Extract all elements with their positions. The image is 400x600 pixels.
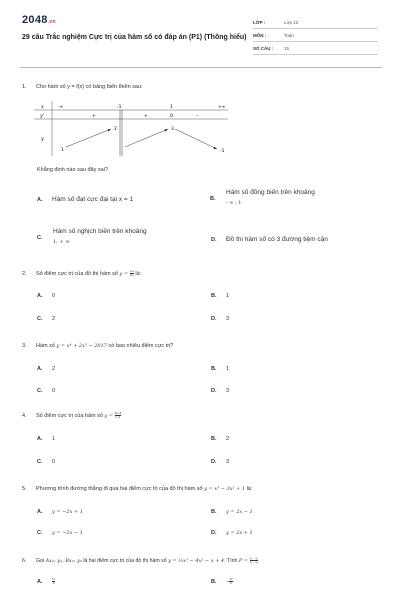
question-2 — [22, 270, 141, 277]
option-letter: A. — [37, 366, 43, 372]
option-letter: B. — [211, 436, 217, 442]
logo-suffix: .vn — [47, 19, 56, 25]
fraction — [115, 412, 122, 419]
question-number: 1. — [22, 84, 27, 90]
question-formula: y = ⅓x³ − 4x² − x + 4. — [168, 557, 226, 564]
table-arrow-up — [66, 129, 111, 147]
option-text: Hàm số đạt cực đại tại x = 1 — [52, 196, 134, 203]
document-title: 29 câu Trắc nghiệm Cực trị của hàm số có đáp án (P1) (Thông hiểu) — [22, 34, 247, 41]
meta-count-key: SỐ CÂU : — [253, 46, 274, 51]
option-letter: B. — [211, 578, 217, 585]
meta-class-value: Lớp 12 — [284, 20, 299, 25]
question-p: P = — [238, 557, 250, 564]
option-text: 0 — [52, 388, 56, 394]
option-text: Đồ thị hàm số có 3 đường tiệm cận — [226, 236, 328, 243]
question-1 — [22, 84, 143, 90]
meta-divider — [253, 41, 378, 42]
table-x-value: +∞ — [218, 105, 226, 110]
option-letter: A. — [37, 578, 43, 585]
option-letter: C. — [37, 316, 43, 322]
meta-count-value: 15 — [284, 46, 290, 51]
option-text: 3 — [226, 388, 230, 394]
option-letter: D. — [211, 388, 217, 394]
table-yprime-sign: 0 — [170, 114, 173, 119]
option-letter: A. — [37, 509, 43, 515]
option-letter: A. — [37, 197, 43, 203]
option-text: y = −2x − 1 — [52, 530, 83, 536]
option-text: Hàm số đồng biến trên khoảng — [226, 189, 315, 196]
option-text: y = 2x − 1 — [226, 509, 253, 515]
meta-subject-key: MÔN : — [253, 33, 267, 38]
question-text: Cho hàm số y = f(x) có bảng biến thiên sau: — [36, 84, 143, 90]
option-letter: B. — [210, 196, 216, 202]
option-text: y = −2x + 1 — [52, 509, 83, 515]
q3-option-b[interactable] — [211, 366, 229, 372]
option-text: 1 — [226, 366, 230, 372]
q5-option-d[interactable] — [211, 530, 253, 536]
question-number: 5. — [22, 486, 27, 492]
q5-option-b[interactable] — [211, 509, 253, 515]
question-tail: là: — [246, 486, 253, 492]
question-text: Hàm số — [36, 343, 55, 349]
table-y-value: -1 — [220, 149, 225, 154]
header-divider — [20, 67, 382, 68]
fraction-numerator: x-1 — [129, 269, 134, 273]
option-letter: C. — [37, 388, 43, 394]
option-text: y = 2x + 1 — [226, 530, 253, 536]
fraction — [52, 578, 55, 585]
option-math: - ∞ ; 1 — [226, 200, 242, 206]
question-6 — [22, 557, 258, 564]
fraction-denominator: x−1 — [115, 415, 121, 419]
option-letter: D. — [211, 530, 217, 536]
question-formula: y = — [104, 412, 115, 419]
q4-option-d[interactable] — [211, 459, 229, 465]
table-yprime-sign: + — [144, 114, 148, 119]
option-letter: A. — [37, 436, 43, 442]
q2-option-d[interactable] — [211, 316, 229, 322]
q3-option-a[interactable] — [37, 366, 55, 372]
fraction — [229, 578, 232, 585]
arrow-head-icon — [108, 129, 112, 132]
question-formula: y = — [119, 270, 130, 277]
table-x-value: 1 — [170, 105, 173, 110]
table-x-value: -∞ — [58, 105, 64, 110]
question-text: Số điểm cực trị của hàm số — [36, 412, 103, 419]
question-tail: là: — [135, 270, 142, 277]
question-text-2: có bao nhiêu điểm cực trị? — [108, 343, 174, 349]
fraction-denominator: 3 — [230, 581, 232, 585]
question-text-3: Tính — [227, 557, 238, 564]
question-formula: y = x³ − 3x² + 1 — [204, 486, 246, 492]
fraction-numerator: 2x+3 — [114, 411, 122, 415]
fraction — [250, 557, 259, 564]
option-text: 2 — [52, 316, 56, 322]
table-yprime-label: y' — [40, 113, 45, 119]
question-4 — [22, 412, 121, 419]
table-arrow-down — [175, 129, 217, 149]
q4-option-b[interactable] — [211, 436, 229, 442]
table-y-value: 1 — [61, 148, 64, 153]
option-letter: D. — [211, 237, 217, 243]
option-math: 1; + ∞ — [53, 239, 70, 245]
table-yprime-sign: + — [92, 114, 96, 119]
option-text: 3 — [226, 316, 230, 322]
meta-divider — [253, 28, 378, 29]
option-letter: A. — [37, 293, 43, 299]
q4-option-a[interactable] — [37, 436, 55, 442]
table-yprime-sign: – — [196, 114, 199, 119]
option-text: 1 — [226, 293, 230, 299]
option-text: 1 — [52, 436, 56, 442]
question-number: 4. — [22, 412, 27, 419]
arrow-head-icon — [213, 147, 217, 149]
option-letter: D. — [211, 459, 217, 465]
option-text: 0 — [52, 293, 56, 299]
option-text: 3 — [226, 459, 230, 465]
option-letter: C. — [37, 459, 43, 465]
question-text: Gọi — [36, 557, 45, 564]
q2-option-c[interactable] — [37, 316, 55, 322]
table-y-value: 3 — [171, 127, 174, 132]
table-x-value: -1 — [117, 105, 122, 110]
question-formula: y = x⁴ + 2x² − 2017 — [56, 343, 107, 349]
fraction — [130, 270, 134, 277]
fraction-denominator: 3 — [52, 581, 55, 585]
q2-option-a[interactable] — [37, 293, 55, 299]
question-text: Số điểm cực trị của đồ thị hàm số — [36, 270, 118, 277]
table-y-value: 2 — [114, 127, 117, 132]
option-letter: B. — [211, 293, 217, 299]
option-text: Hàm số nghịch biến trên khoảng — [53, 228, 147, 235]
q5-option-c[interactable] — [37, 530, 83, 536]
table-x-label: x — [41, 104, 44, 110]
variation-table — [34, 101, 228, 156]
option-text: 0 — [52, 459, 56, 465]
q3-option-c[interactable] — [37, 388, 55, 394]
meta-divider — [253, 54, 378, 55]
q3-option-d[interactable] — [211, 388, 229, 394]
question-text: Phương trình đường thẳng đi qua hai điểm cực trị của đồ thị hàm số — [36, 486, 203, 492]
question-1-ask: Khẳng định nào sau đây sai? — [37, 167, 108, 173]
question-number: 2. — [22, 270, 27, 277]
question-number: 3. — [22, 343, 27, 349]
meta-class-key: LỚP : — [253, 20, 266, 25]
fraction-numerator: 17 — [52, 577, 56, 581]
question-5 — [22, 486, 252, 492]
q6-option-a[interactable] — [37, 578, 55, 585]
option-letter: C. — [37, 530, 43, 536]
q1-option-a[interactable] — [37, 196, 133, 203]
fraction-denominator: x₁ − x₂ — [249, 560, 259, 564]
logo-main: 2048 — [22, 14, 48, 26]
option-letter: B. — [211, 509, 217, 515]
fraction-numerator: y₁ − y₂ — [249, 556, 259, 560]
fraction-denominator: 2-x — [129, 273, 134, 277]
option-text: 2 — [52, 366, 56, 372]
question-text-2: là hai điểm cực trị của đồ thị hàm số — [83, 557, 167, 564]
q5-option-a[interactable] — [37, 509, 83, 515]
meta-subject-value: Toán — [284, 33, 294, 38]
option-letter: D. — [211, 316, 217, 322]
table-arrow-up — [125, 129, 168, 147]
fraction-numerator: 17 — [229, 577, 233, 581]
option-letter: C. — [37, 235, 43, 241]
q1-option-c[interactable] — [37, 226, 147, 248]
site-logo[interactable] — [22, 14, 56, 26]
table-y-label: y — [41, 136, 44, 142]
option-text: 2 — [226, 436, 230, 442]
q1-option-d[interactable] — [211, 236, 328, 243]
q2-option-b[interactable] — [211, 293, 229, 299]
q4-option-c[interactable] — [37, 459, 55, 465]
q6-option-b[interactable]: B. − $\frac{17}{3}$ — [211, 577, 233, 585]
option-letter: B. — [211, 366, 217, 372]
q1-option-b[interactable] — [210, 187, 315, 209]
question-number: 6. — [22, 557, 27, 564]
question-points: Ax₁; y₁, Bx₂; y₂ — [45, 557, 82, 564]
question-3 — [22, 343, 173, 349]
arrow-head-icon — [165, 129, 169, 132]
